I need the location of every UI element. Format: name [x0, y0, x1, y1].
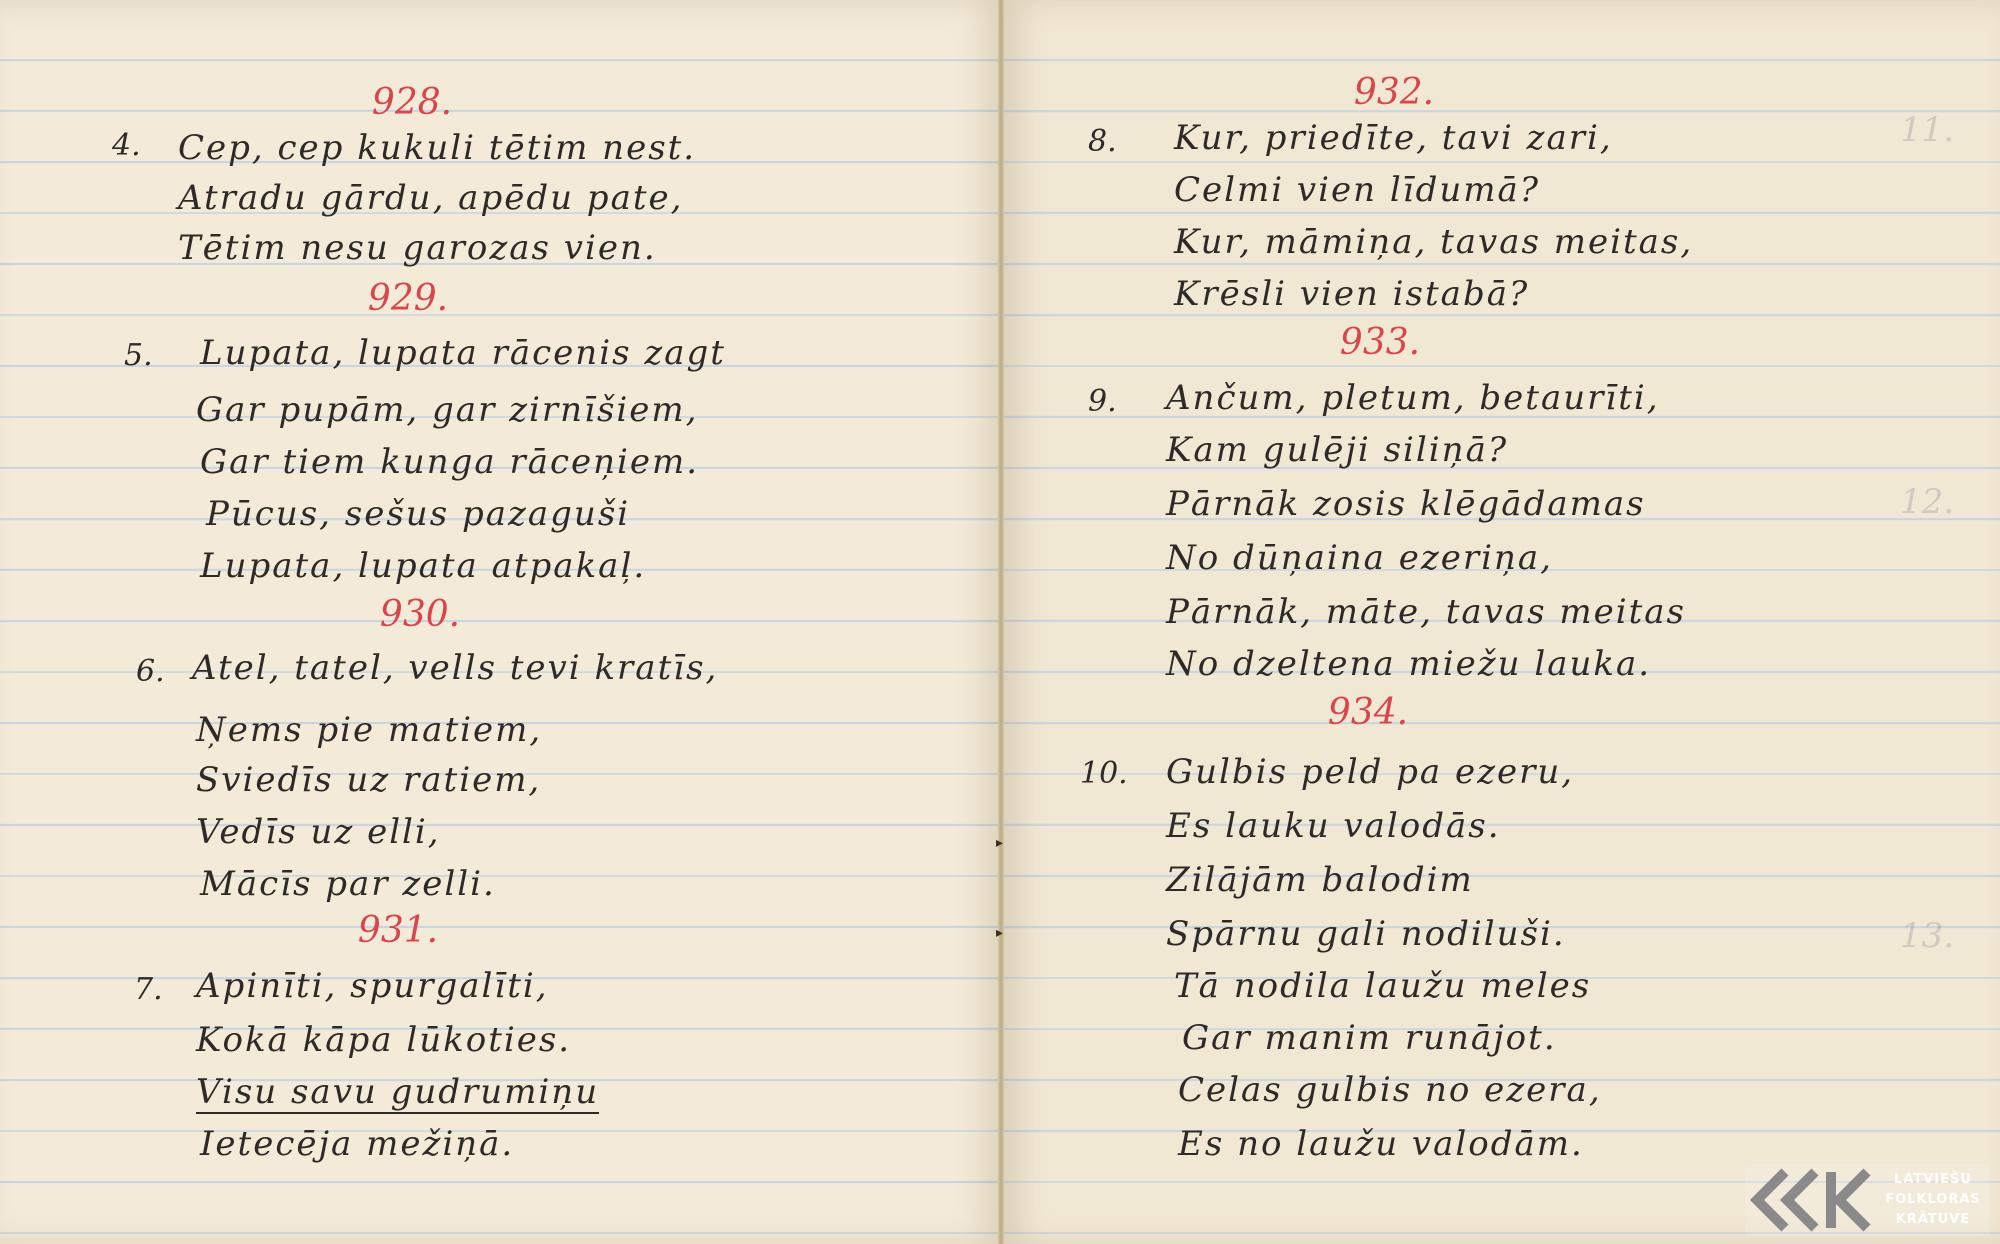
verse-line: Sviedīs uz ratiem, — [196, 760, 542, 800]
verse-number-9: 9. — [1088, 384, 1117, 419]
verse-line: Pūcus, sešus pazaguši — [206, 494, 631, 534]
verse-number-4: 4. — [112, 128, 141, 163]
verse-line: Apinīti, spurgalīti, — [196, 966, 549, 1006]
archive-logo — [1745, 1164, 1990, 1236]
verse-line: Mācīs par zelli. — [200, 864, 496, 904]
catalog-number-933: 933. — [1339, 322, 1421, 363]
verse-line: Celas gulbis no ezera, — [1178, 1070, 1602, 1110]
logo-line: FOLKLORAS — [1885, 1192, 1981, 1207]
catalog-number-929: 929. — [367, 278, 449, 319]
verse-line: Ietecēja mežiņā. — [200, 1124, 515, 1164]
catalog-number-934: 934. — [1327, 692, 1409, 733]
verse-line: Ančum, pletum, betaurīti, — [1166, 378, 1660, 418]
verse-line: Gar tiem kunga rāceņiem. — [200, 442, 700, 482]
verse-line: Kam gulēji siliņā? — [1166, 430, 1509, 470]
verse-line: No dzeltena miežu lauka. — [1166, 644, 1652, 684]
verse-line: Es lauku valodās. — [1166, 806, 1501, 846]
catalog-number-930: 930. — [379, 594, 461, 635]
logo-text — [1877, 1170, 1989, 1230]
verse-line: No dūņaina ezeriņa, — [1166, 538, 1553, 578]
right-page — [1002, 0, 2000, 1244]
catalog-number-932: 932. — [1353, 72, 1435, 113]
verse-line: Visu savu gudrumiņu — [196, 1072, 600, 1112]
verse-number-7: 7. — [134, 972, 163, 1007]
verse-line: Celmi vien līdumā? — [1174, 170, 1540, 210]
verse-number-5: 5. — [124, 338, 153, 373]
verse-line: Kur, priedīte, tavi zari, — [1174, 118, 1613, 158]
verse-line: Atel, tatel, vells tevi kratīs, — [192, 648, 719, 688]
verse-line: Kur, māmiņa, tavas meitas, — [1174, 222, 1694, 262]
verse-line: Cep, cep kukuli tētim nest. — [178, 128, 697, 168]
verse-line: Krēsli vien istabā? — [1174, 274, 1530, 314]
binding-stitch: ▸ — [996, 925, 1004, 941]
verse-line: Spārnu gali nodiluši. — [1166, 914, 1566, 954]
verse-line: Pārnāk, māte, tavas meitas — [1166, 592, 1686, 632]
page-fold — [998, 0, 1004, 1244]
verse-number-10: 10. — [1080, 756, 1128, 791]
verse-line: Kokā kāpa lūkoties. — [196, 1020, 572, 1060]
verse-line: Lupata, lupata atpakaļ. — [200, 546, 647, 586]
verse-number-8: 8. — [1088, 124, 1117, 159]
verse-line: Es no laužu valodām. — [1178, 1124, 1584, 1164]
logo-line: KRĀTUVE — [1895, 1212, 1971, 1227]
verse-line: Atradu gārdu, apēdu pate, — [178, 178, 684, 218]
binding-stitch: ▸ — [996, 835, 1004, 851]
logo-line: LATVIEŠU — [1894, 1172, 1972, 1187]
verse-line: Ņems pie matiem, — [196, 710, 543, 750]
verse-line: Gar manim runājot. — [1182, 1018, 1557, 1058]
verse-number-6: 6. — [136, 654, 165, 689]
verse-line: Gar pupām, gar zirnīšiem, — [196, 390, 699, 430]
verse-line: Tā nodila laužu meles — [1174, 966, 1592, 1006]
verse-line: Vedīs uz elli, — [196, 812, 441, 852]
catalog-number-928: 928. — [371, 82, 453, 123]
bleed-through-text: 11. 12. 13. — [1900, 110, 1955, 956]
catalog-number-931: 931. — [357, 910, 439, 951]
verse-line: Gulbis peld pa ezeru, — [1166, 752, 1575, 792]
verse-line: Pārnāk zosis klēgādamas — [1166, 484, 1646, 524]
verse-line: Zilājām balodim — [1166, 860, 1474, 900]
verse-line: Lupata, lupata rācenis zagt — [200, 333, 726, 373]
verse-line: Tētim nesu garozas vien. — [178, 228, 657, 268]
